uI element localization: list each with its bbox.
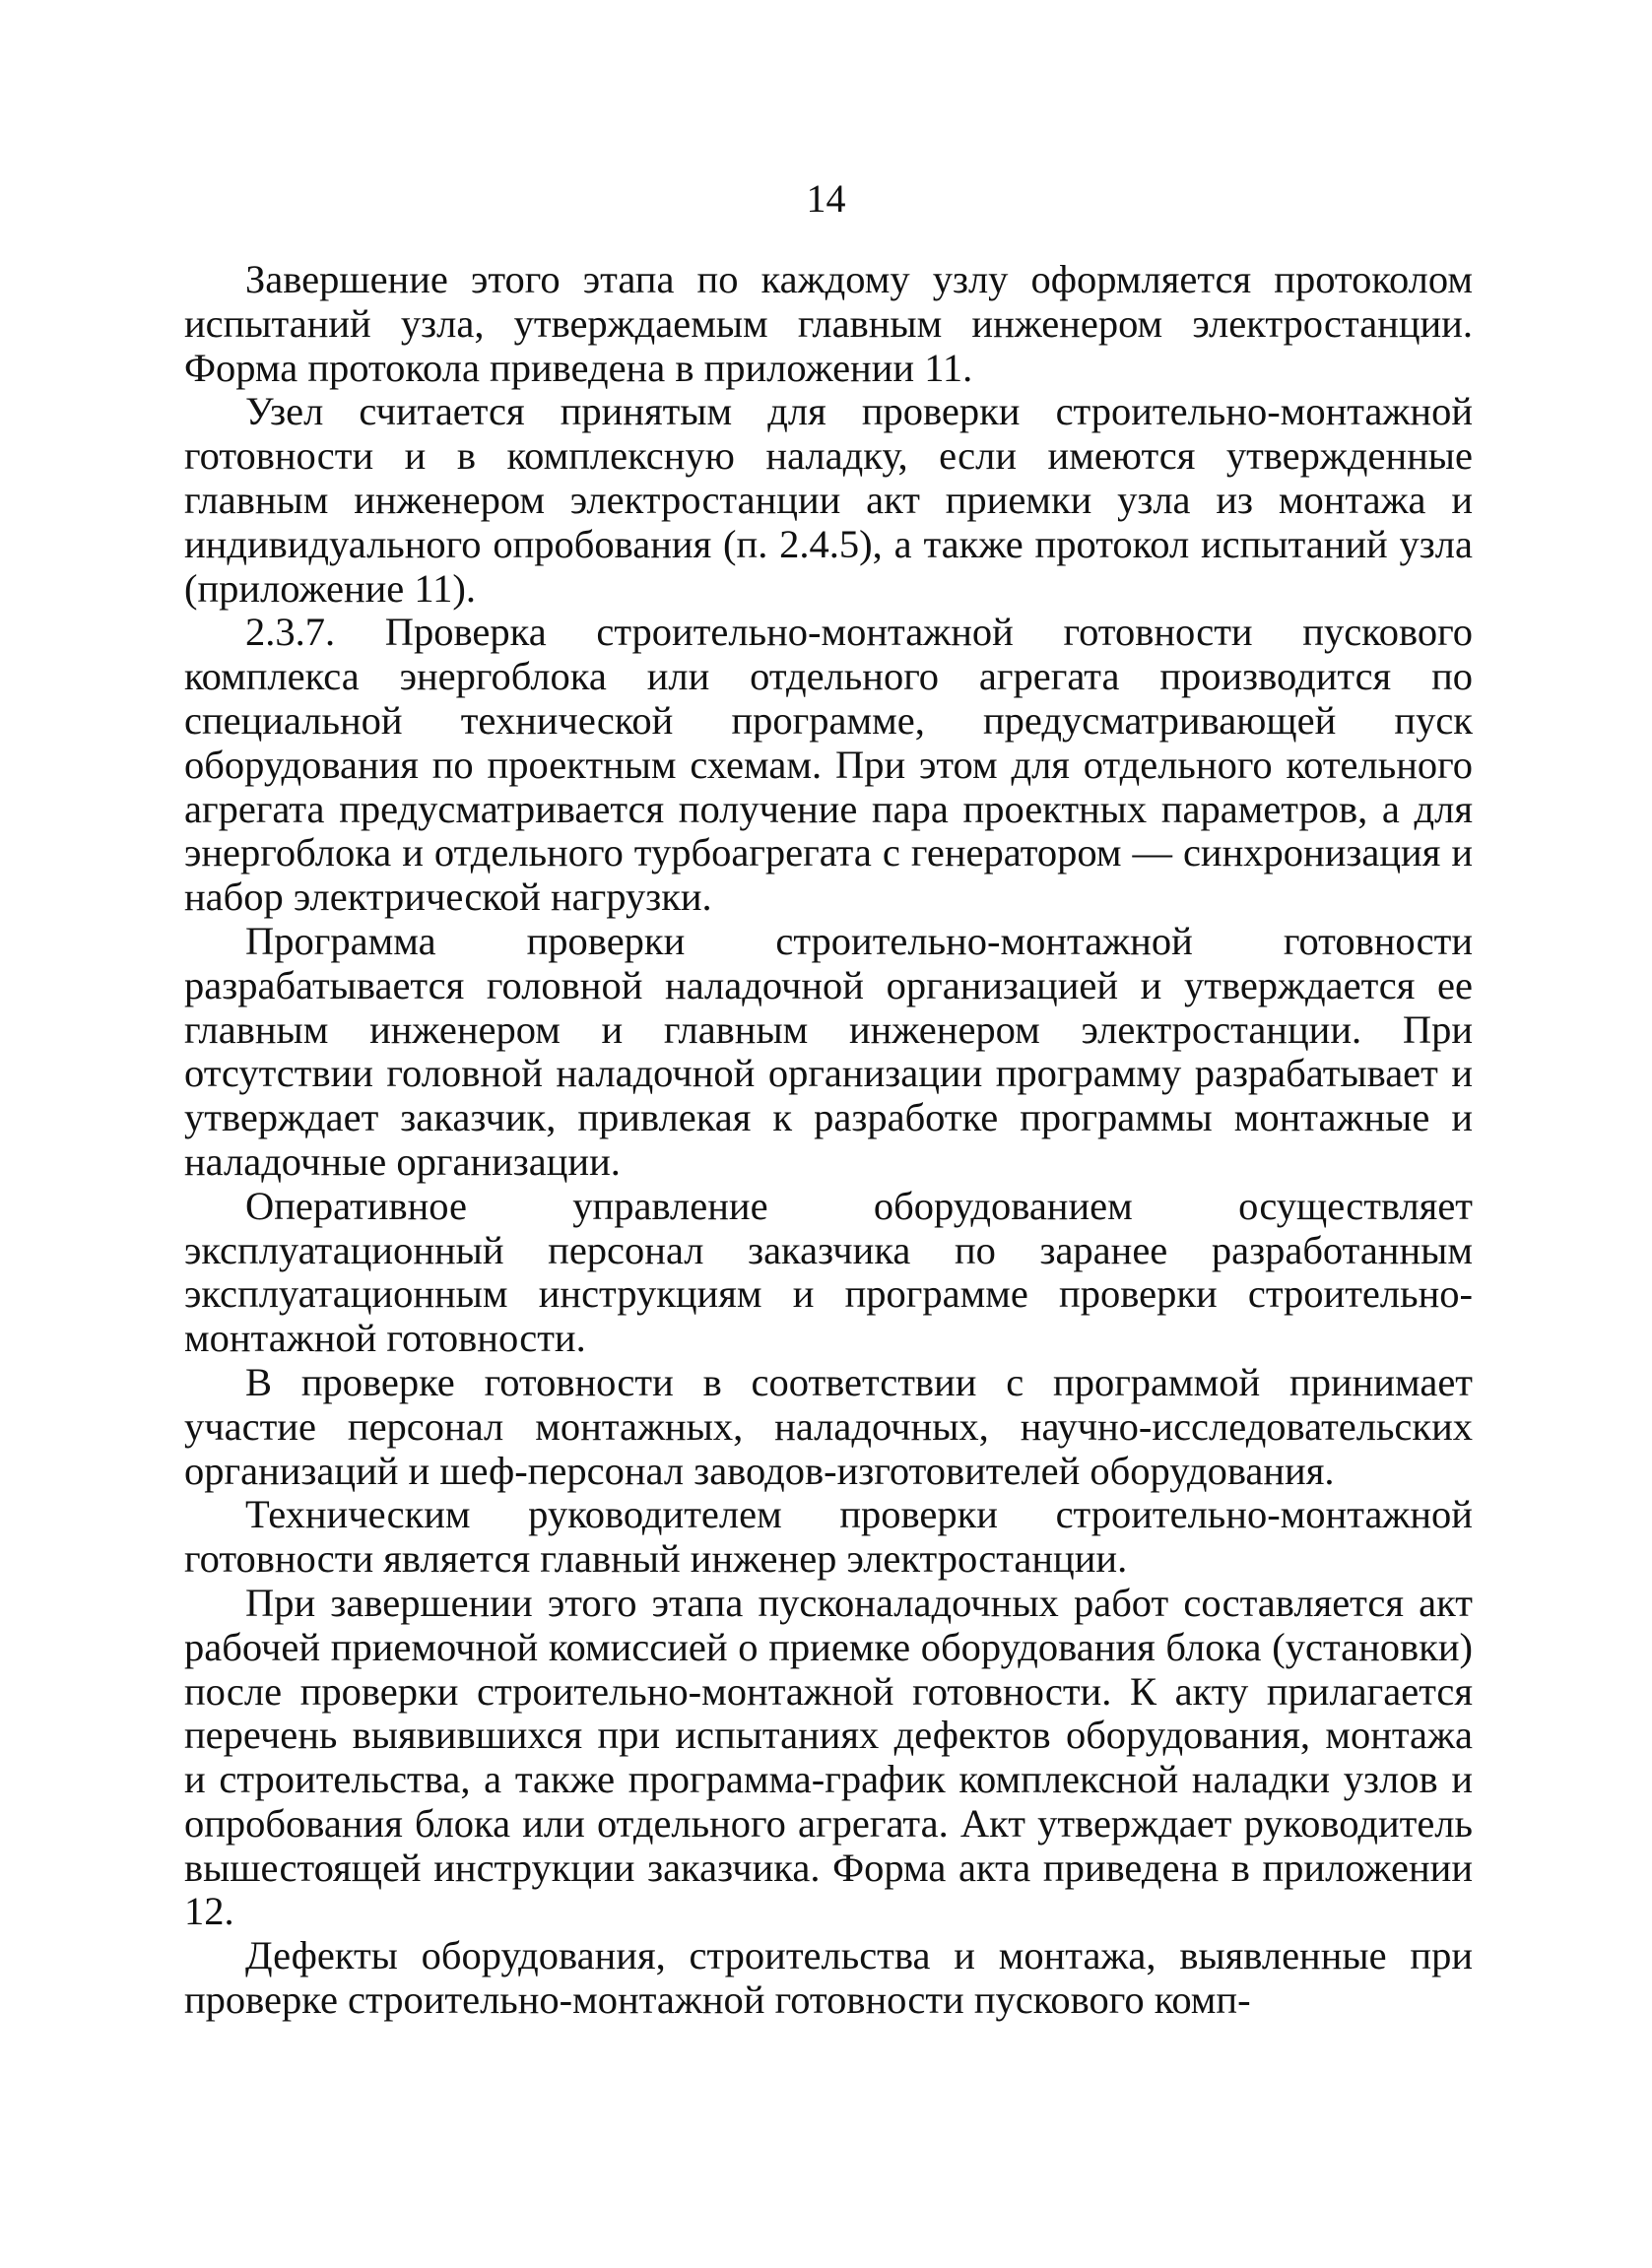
paragraph: 2.3.7. Проверка строительно-монтажной готовности пускового комплекса энергоблока или отдельного агрегата производится по специальной технической программе, предусматривающей пуск оборудования по проектным схемам. При этом для отдельного котельного агрегата предусматривается получение пара проектных параметров, а для энергоблока и отдельного турбоагрегата с генератором — синхронизация и набор электрической нагрузки.: [184, 610, 1473, 920]
paragraph: Дефекты оборудования, строительства и монтажа, выявленные при проверке строительно-монтажной готовности пускового комп-: [184, 1933, 1473, 2023]
paragraph: При завершении этого этапа пусконаладочных работ составляется акт рабочей приемочной комиссией о приемке оборудования блока (установки) после проверки строительно-монтажной готовности. К акту прилагается перечень выявившихся при испытаниях дефектов оборудования, монтажа и строительства, а также программа-график комплексной наладки узлов и опробования блока или отдельного агрегата. Акт утверждает руководитель вышестоящей инструкции заказчика. Форма акта приведена в приложении 12.: [184, 1580, 1473, 1934]
paragraph: Завершение этого этапа по каждому узлу оформляется протоколом испытаний узла, утверждаемым главным инженером электростанции. Форма протокола приведена в приложении 11.: [184, 257, 1473, 390]
paragraph: Программа проверки строительно-монтажной готовности разрабатывается головной наладочной организацией и утверждается ее главным инженером и главным инженером электростанции. При отсутствии головной наладочной организации программу разрабатывает и утверждает заказчик, привлекая к разработке программы монтажные и наладочные организации.: [184, 918, 1473, 1184]
paragraph: Узел считается принятым для проверки строительно-монтажной готовности и в комплексную наладку, если имеются утвержденные главным инженером электростанции акт приемки узла из монтажа и индивидуального опробования (п. 2.4.5), а также протокол испытаний узла (приложение 11).: [184, 389, 1473, 611]
paragraph: Оперативное управление оборудованием осуществляет эксплуатационный персонал заказчика по заранее разработанным эксплуатационным инструкциям и программе проверки строительно-монтажной готовности.: [184, 1183, 1473, 1361]
page-number: 14: [806, 176, 846, 221]
paragraph: Техническим руководителем проверки строительно-монтажной готовности является главный инженер электростанции.: [184, 1492, 1473, 1582]
body-text: [184, 258, 1473, 2023]
paragraph: В проверке готовности в соответствии с программой принимает участие персонал монтажных, наладочных, научно-исследовательских организаций и шеф-персонал заводов-изготовителей оборудования.: [184, 1359, 1473, 1493]
